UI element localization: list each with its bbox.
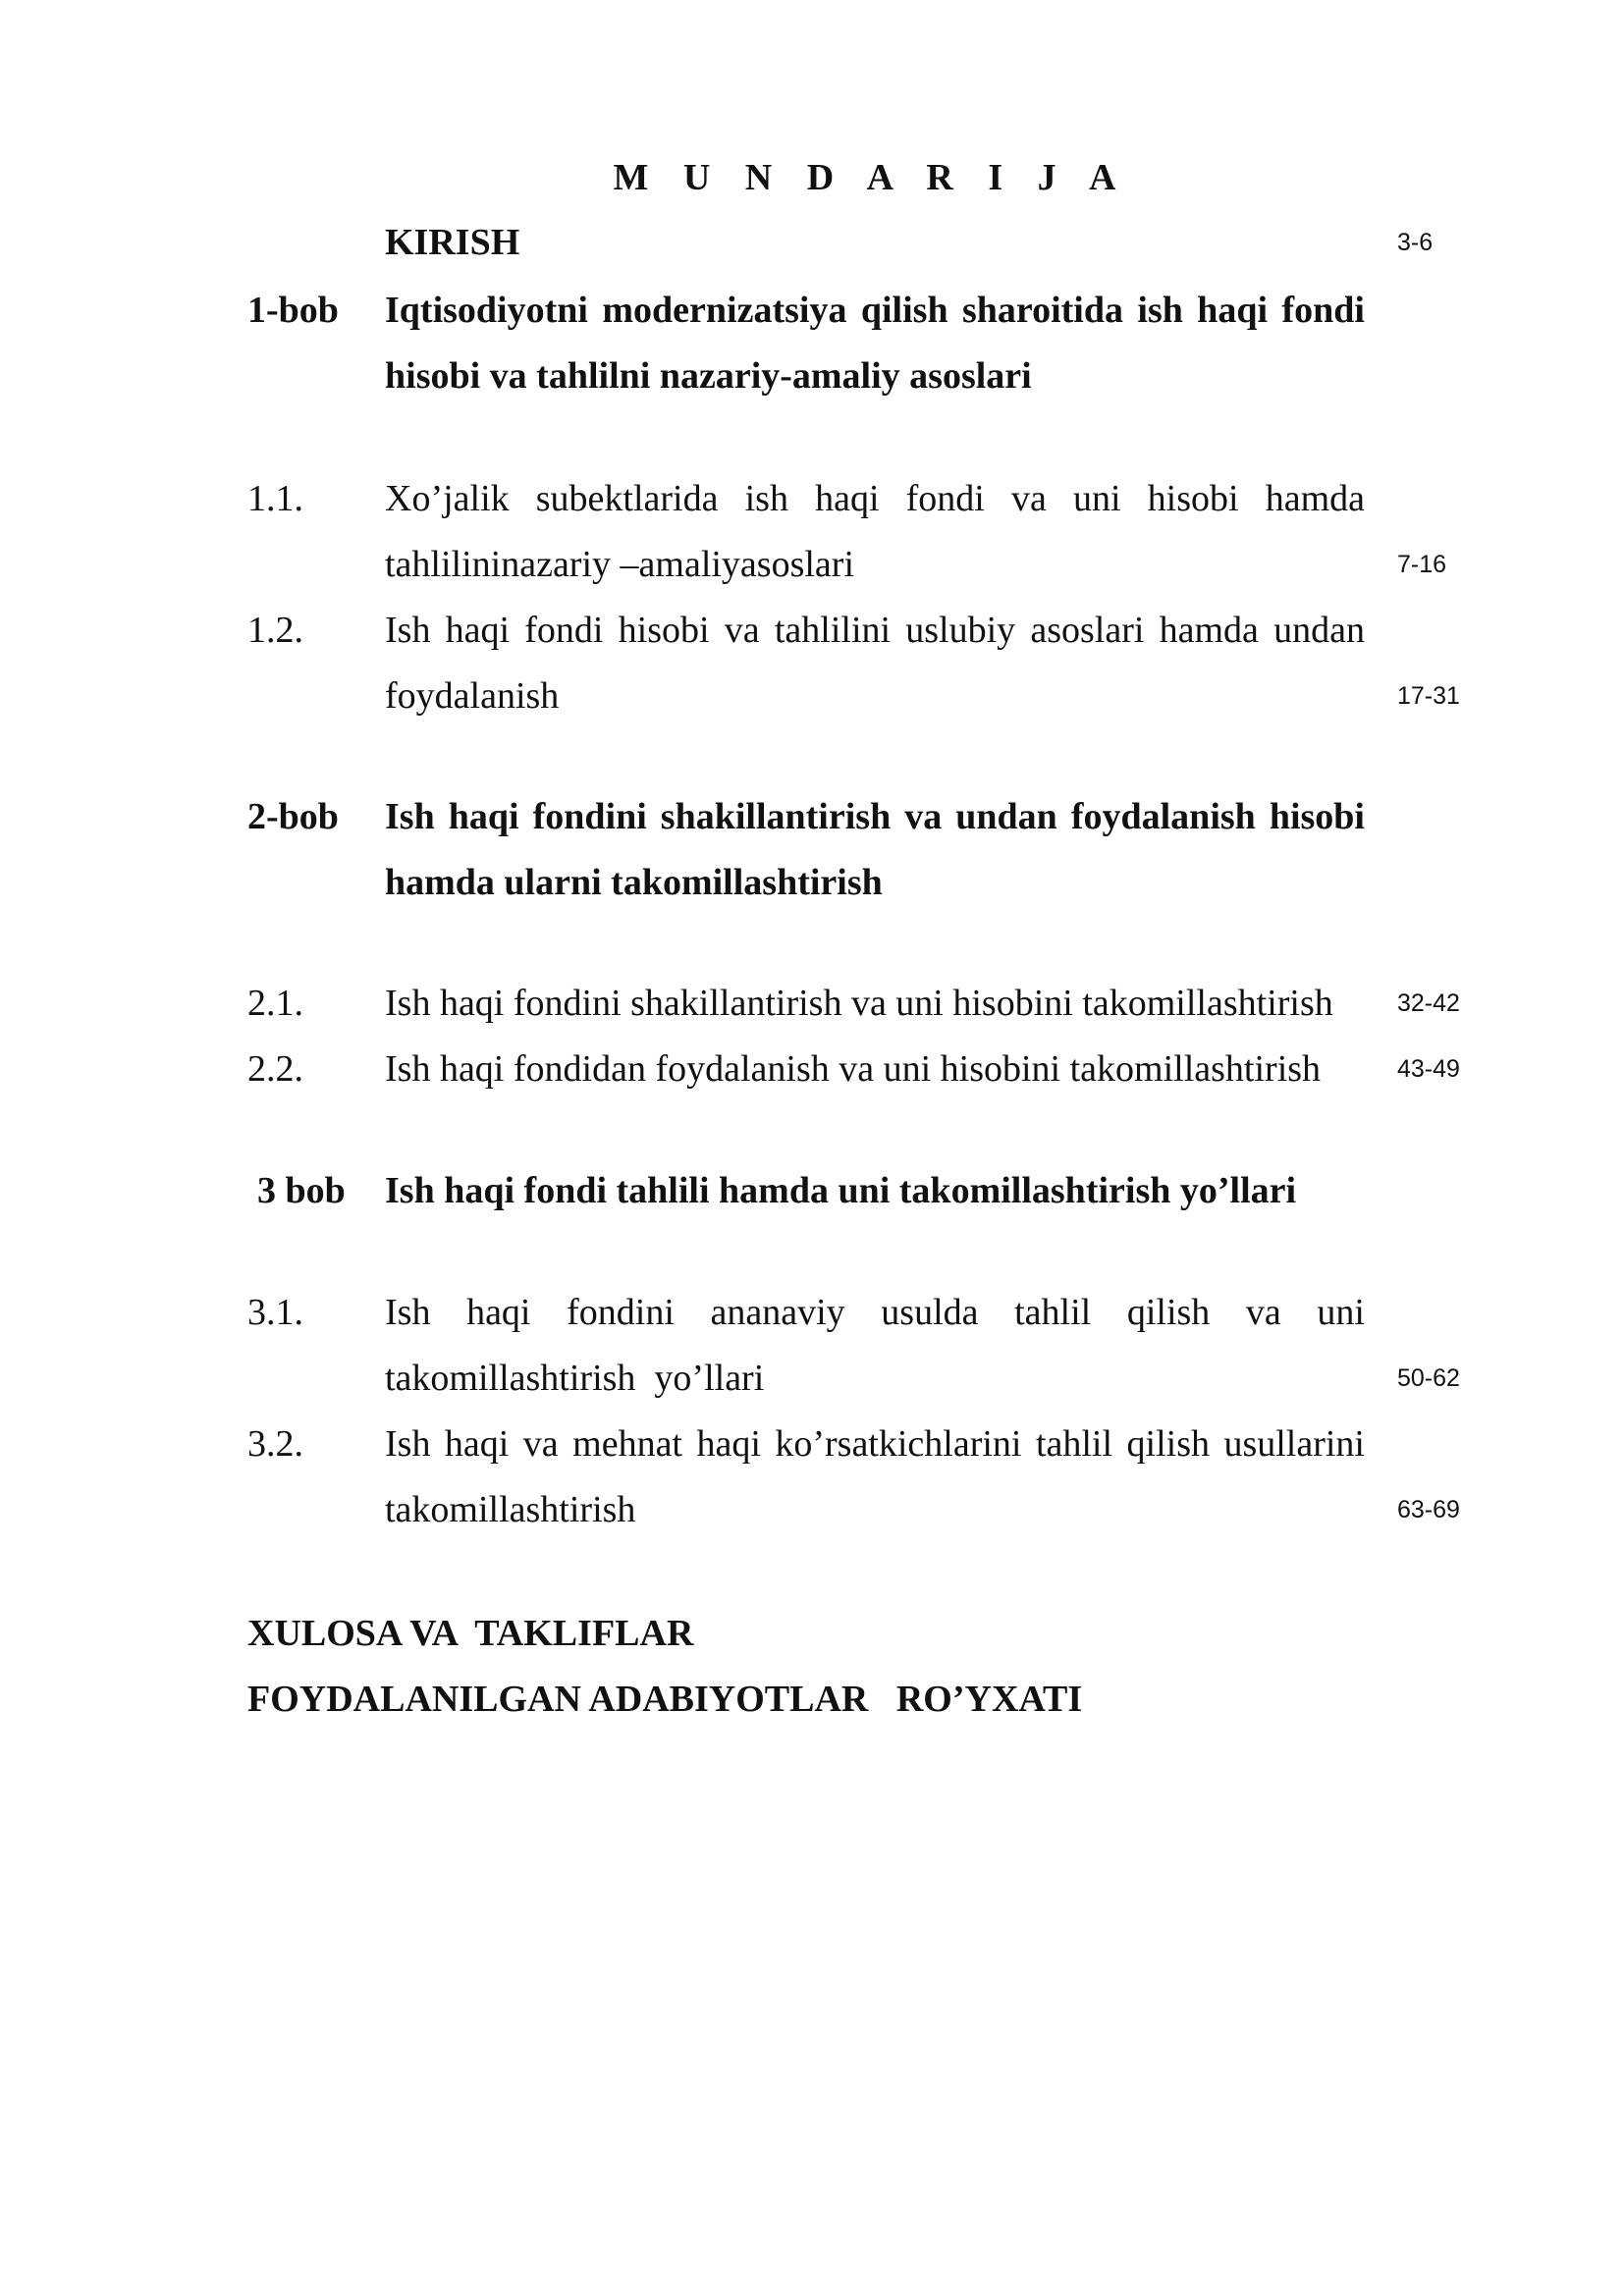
section-page-range: 63-69 (1397, 1496, 1460, 1523)
chapter-title-line: Ish haqi fondini shakillantirish va undan foydalanish hisobi (385, 796, 1365, 837)
section-number: 1.1. (247, 478, 303, 519)
chapter-number: 2-bob (247, 796, 339, 837)
section-page-range: 43-49 (1397, 1055, 1460, 1083)
section-number: 1.2. (247, 610, 303, 651)
chapter-title-line: Iqtisodiyotni modernizatsiya qilish sharoitida ish haqi fondi (385, 290, 1365, 331)
chapter-number: 3 bob (257, 1170, 346, 1211)
section-number: 3.2. (247, 1423, 303, 1465)
chapter-title-line: hamda ularni takomillashtirish (385, 862, 883, 903)
section-title-line: Ish haqi va mehnat haqi ko’rsatkichlarini tahlil qilish usullarini (385, 1423, 1365, 1465)
section-title-line: foydalanish (385, 675, 560, 717)
bibliography-heading: FOYDALANILGAN ADABIYOTLAR RO’YXATI (247, 1679, 1083, 1720)
chapter-number: 1-bob (247, 290, 339, 331)
section-page-range: 50-62 (1397, 1364, 1460, 1392)
section-title-line: Ish haqi fondidan foydalanish va uni hisobini takomillashtirish (385, 1048, 1322, 1090)
section-title-line: tahlilininazariy –amaliyasoslari (385, 544, 855, 585)
conclusion-heading: XULOSA VA TAKLIFLAR (247, 1613, 694, 1654)
section-number: 2.2. (247, 1048, 303, 1090)
section-title-line: Ish haqi fondi hisobi va tahlilini uslubiy asoslari hamda undan (385, 610, 1365, 651)
section-title-line: takomillashtirish yo’llari (385, 1358, 765, 1399)
section-number: 3.1. (247, 1292, 303, 1333)
page-title: M U N D A R I J A (613, 157, 1129, 198)
chapter-title-line: Ish haqi fondi tahlili hamda uni takomillashtirish yo’llari (385, 1170, 1297, 1211)
section-title-line: Xo’jalik subektlarida ish haqi fondi va uni hisobi hamda (385, 478, 1365, 519)
section-page-range: 32-42 (1397, 989, 1460, 1017)
section-page-range: 7-16 (1397, 551, 1447, 578)
section-title-line: Ish haqi fondini ananaviy usulda tahlil qilish va uni (385, 1292, 1365, 1333)
section-title-line: takomillashtirish (385, 1489, 636, 1530)
section-number: 2.1. (247, 983, 303, 1024)
intro-label: KIRISH (385, 222, 520, 263)
intro-page-range: 3-6 (1397, 229, 1434, 256)
section-page-range: 17-31 (1397, 682, 1460, 710)
chapter-title-line: hisobi va tahlilni nazariy-amaliy asoslari (385, 355, 1032, 397)
section-title-line: Ish haqi fondini shakillantirish va uni hisobini takomillashtirish (385, 983, 1333, 1024)
